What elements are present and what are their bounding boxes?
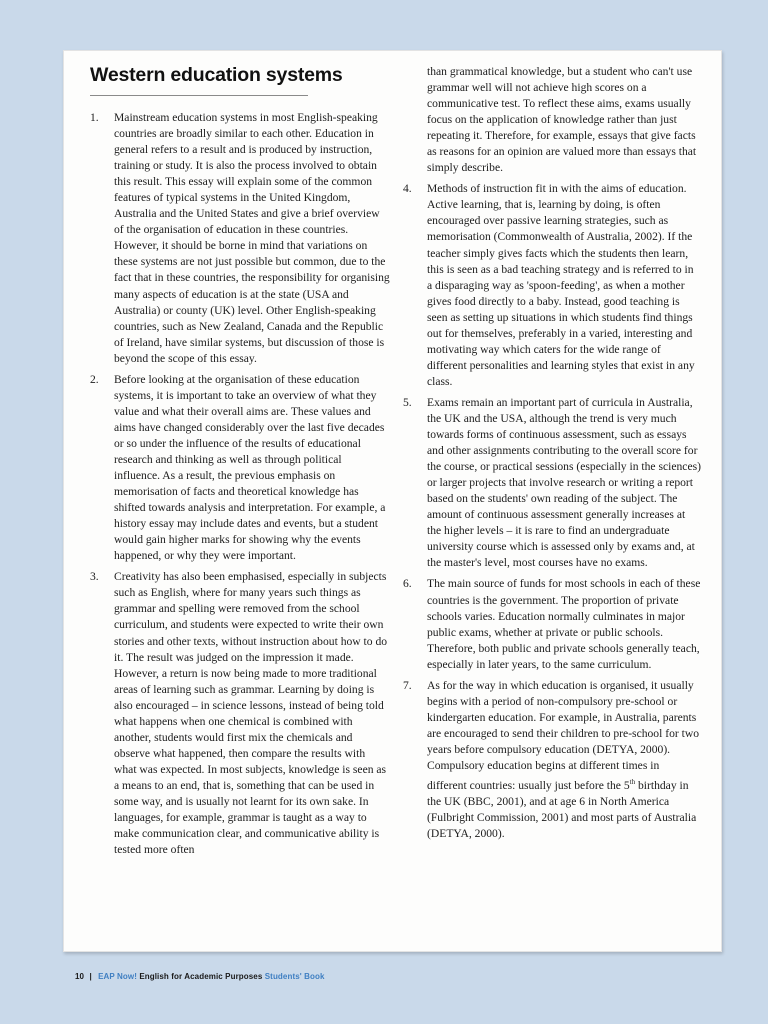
paragraph-number: 6. [403,577,412,591]
paragraph-text: Mainstream education systems in most English-speaking countries are broadly similar to each other. Education in general refers to a result and is produced by instruction, training or study. It is also the process involved to obtain this result. This essay will explain some of the common features of typical systems in the United Kingdom, Australia and the United States and give a brief overview of the organisation of education in these countries. However, it should be borne in mind that variations on these systems are not just possible but common, due to the fact that in these countries, the responsibility for organising many aspects of education is at the state (USA and Australia) or county (UK) level. Other English-speaking countries, such as New Zealand, Canada and the Republic of Ireland, have similar systems, but discussion of those is beyond the scope of this essay. [114,111,390,365]
paragraph-5 [403,395,701,572]
footer-subtitle: English for Academic Purposes [139,972,263,981]
title-rule [90,95,308,96]
paragraph-text: Creativity has also been emphasised, especially in subjects such as English, where for many years such things as grammar and spelling were removed from the school curriculum, and students were expected to write their own stories and other texts, without instruction about how to do it. The result was judged on the impression it made. However, a return is now being made to more traditional areas of learning such as grammar. Learning by doing is also encouraged – in science lessons, instead of being told what happens when one chemical is combined with another, students would first mix the chemicals and observe what happened, then compare the results with what was expected. In most subjects, knowledge is seen as a means to an end, that is, something that can be used in some way, and is usually not learnt for its own sake. In languages, for example, grammar is taught as a way to make communication clear, and communicative ability is tested more often [114,570,388,857]
paragraph-number: 2. [90,372,99,386]
left-column [90,64,390,863]
paragraph-3 [90,569,390,858]
paragraph-1 [90,110,390,367]
page-title: Western education systems [90,64,343,86]
page-footer [75,972,325,981]
footer-book-name: Students' Book [264,972,325,981]
paragraph-text: As for the way in which education is organised, it usually begins with a period of non-compulsory pre-school or kindergarten education. For example, in Australia, parents are encouraged to send their children to pre-school for two years before compulsory education (DETYA, 2000). Compulsory education begins at different times in different countries: usually just before the 5th birthday in the UK (BBC, 2001), and at age 6 in North America (Fulbright Commission, 2001) and most parts of Australia (DETYA, 2000). [427,678,700,841]
paragraph-text: Methods of instruction fit in with the aims of education. Active learning, that is, learning by doing, is often encouraged over passive learning strategies, such as memorisation (Commonwealth of Australia, 2002). If the teacher simply gives facts which the students then learn, this is seen as a bad teaching strategy and is referred to in a disparaging way as 'spoon-feeding', as when a mother gives food directly to a baby. Instead, good teaching is seen as setting up situations in which students find things out for themselves, preferably in a varied, interesting and motivating way which caters for the wide range of different personalities and learning styles that exist in any class. [427,182,695,388]
paragraph-2 [90,372,390,565]
page-number: 10 [75,972,85,981]
paragraph-number: 1. [90,111,99,124]
paragraph-number: 7. [403,678,412,692]
paragraph-4 [403,181,701,390]
paragraph-text: Before looking at the organisation of these education systems, it is important to take an overview of what they value and what their overall aims are. These values and aims have changed considerably over the last five decades or so under the influence of the results of educational research and thinking as well as through political influence. As a result, the previous emphasis on memorisation of facts and theoretical knowledge has shifted towards analysis and interpretation. For example, a history essay may include dates and events, but a student would gain higher marks for showing why the events happened, or why they were important. [114,372,386,563]
paragraph-text: The main source of funds for most schools in each of these countries is the government. The proportion of private schools varies. Education normally culminates in major public exams, whether at private or public schools. Therefore, both public and private schools generally teach, especially in later years, to the same curriculum. [427,577,701,671]
paragraph-number: 4. [403,182,412,196]
paragraph-text: Exams remain an important part of curricula in Australia, the UK and the USA, although the trend is very much towards forms of continuous assessment, such as essays and other assignments contributing to the overall score for the course, or practical sessions (especially in the sciences) or larger projects that involve research or writing a report based on the students' own reading of the subject. The amount of continuous assessment generally increases at the higher levels – it is rare to find an undergraduate university course which is assessed only by exams and, at the master's level, most courses have no exams. [427,395,701,570]
right-column [403,64,701,847]
footer-brand: EAP Now! [98,972,137,981]
paragraph-number: 5. [403,395,412,409]
paragraph-number: 3. [90,570,99,584]
paragraph-7 [403,678,701,842]
footer-separator: | [89,972,92,981]
paragraph-6 [403,576,701,672]
document-page [63,50,722,952]
paragraph-3-continued: than grammatical knowledge, but a student who can't use grammar well will not achieve high scores on a communicative test. To reflect these aims, exams usually focus on the application of knowledge rather than just repeating it. Therefore, for example, essays that give facts as reasons for an opinion are valued more than essays that simply describe. [427,65,697,175]
